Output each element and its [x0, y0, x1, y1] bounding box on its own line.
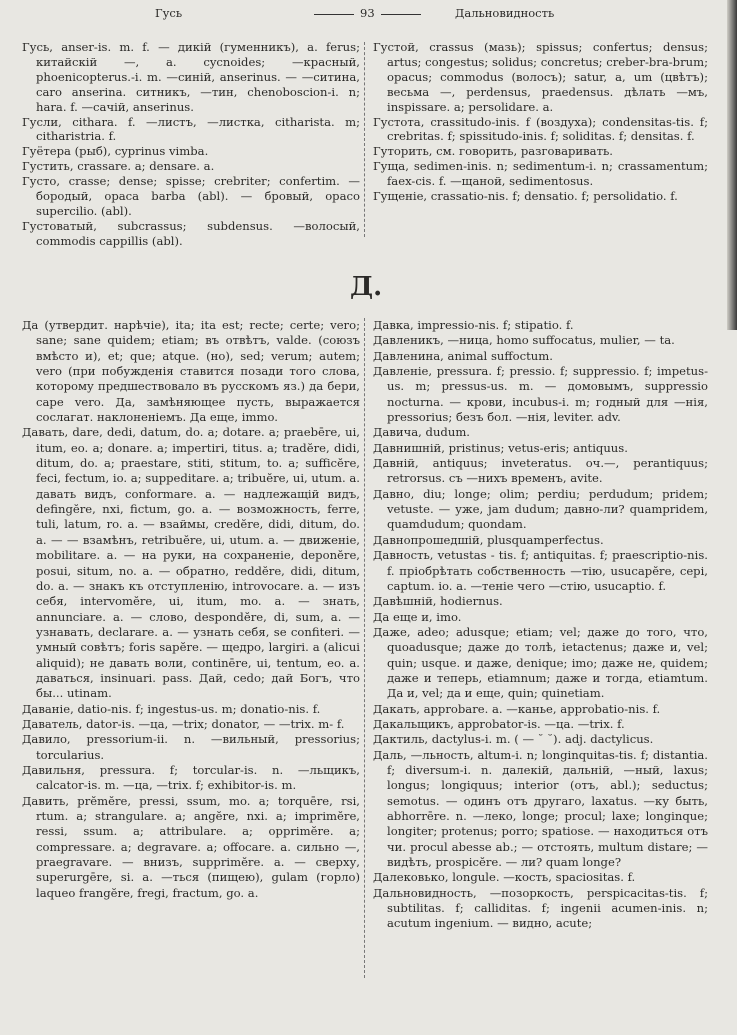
dictionary-entry: Давно, diu; longe; olim; perdiu; perdudum; pridem; vetuste. — уже, jam dudum; давно-ли? quampridem, quamdudum; quondam.: [373, 486, 708, 532]
dictionary-entry: Давать, dare, dedi, datum, do. a; dotare. a; praebēre, ui, itum, eo. a; donare. a; impertiri, titus. a; tradĕre, didi, ditum, do. a; praestare, stiti, stitum, to. a; sufficĕre, feci, fectum, io. a; suppeditare. a; tribuĕre, ui, utum. a. давать видъ, conformare. a. — надлежащій видъ, defingĕre, nxi, fictum, go. a. — возможность, ferre, tuli, latum, ro. a. — взаймы, credĕre, didi, ditum, do. a. — — взамѣнъ, retribuĕre, ui, utum. a. — движеніе, mobilitare. a. — на руки, на сохраненіе, deponĕre, posui, situm, no. a. — обратно, reddĕre, didi, ditum, do. a. — знакъ къ отступленію, introvocare. a. — изъ себя, intervomĕre, ui, itum, mo. a. — знать, annunciare. a. — слово, despondĕre, di, sum, a. — узнавать, declarare. a. — узнать себя, se confiteri. — умный совѣтъ; foris sapĕre. — щедро, largiri. a (alicui aliquid); не давать воли, continēre, ui, tentum, eo. a. даваться, insinuari. pass. Дай, cedo; дай Богъ, что бы... utinam.: [22, 425, 360, 701]
page-number-text: 93: [360, 6, 375, 20]
bottom-right-column: [373, 318, 708, 932]
dictionary-entry: Густо, crasse; dense; spisse; crebriter; confertim. —бородый, opaca barba (abl). — бровый, opaco supercilio. (abl).: [22, 174, 360, 218]
dictionary-entry: Гусь, anser-is. m. f. — дикій (гуменникъ), a. ferus; китайскій —, a. cycnoides; —красный, phoenicopterus.-i. m. —синій, anserinus. — —ситина, caro anserina. ситникъ, —тин, chenoboscion-i. n; hara. f. —сачій, anserinus.: [22, 40, 360, 114]
dictionary-entry: Давича, dudum.: [373, 425, 470, 440]
running-head-right: Дальновидность: [455, 6, 555, 20]
dictionary-entry: Гуётера (рыб), cyprinus vimba.: [22, 144, 209, 159]
dictionary-entry: Давнишній, pristinus; vetus-eris; antiquus.: [373, 440, 628, 455]
dictionary-entry: Густой, crassus (мазь); spissus; confertus; densus; artus; congestus; solidus; concretus; creber-bra-brum; opacus; commodus (волосъ); satur, a, um (цвѣтъ); весьма —, perdensus, praedensus. дѣлать —мъ, inspissare. a; persolidare. a.: [373, 40, 709, 114]
dictionary-entry: Давильня, pressura. f; torcular-is. n. —льщикъ, calcator-is. m. —ца, —trix. f; exhibitor-is. m.: [22, 762, 360, 793]
dictionary-entry: Давѣшній, hodiernus.: [373, 594, 503, 609]
column-divider-top: [364, 42, 365, 237]
dictionary-entry: Давленина, animal suffoctum.: [373, 348, 553, 363]
dictionary-entry: Даватель, dator-is. —ца, —trix; donator, — —trix. m- f.: [22, 716, 345, 731]
dictionary-entry: Даль, —льность, altum-i. n; longinquitas-tis. f; distantia. f; diversum-i. n. далекій, дальній, —ный, laxus; longus; longiquus; interior (отъ, abl.); seductus; semotus. — одинъ отъ другаго, laxatus. —ку быть, abhorrēre. n. —леко, longe; procul; laxe; longinque; longiter; protenus; porro; spatiose. — находиться отъ чи. procul abesse ab.; — отстоять, multum distare; — видѣть, prospicĕre. — ли? quam longe?: [373, 747, 708, 870]
dictionary-entry: Давка, impressio-nis. f; stipatio. f.: [373, 318, 574, 332]
dictionary-entry: Давить, prĕmĕre, pressi, ssum, mo. a; torquēre, rsi, rtum. a; strangulare. a; angĕre, nxi. a; imprimĕre, ressi, ssum. a; attribulare. a; opprimĕre. a; compressare. a; degravare. a; offocare. a. сильно —, praegravare. — внизъ, supprimĕre. a. — сверху, superurgēre, si. a. —ться (пищею), gulam (горло) laqueo frangĕre, fregi, fractum, go. a.: [22, 793, 360, 900]
top-right-column: [373, 40, 708, 204]
dictionary-entry: Густоватый, subcrassus; subdensus. —волосый, commodis cappillis (abl).: [22, 218, 360, 248]
dictionary-entry: Гусли, cithara. f. —листъ, —листка, citharista. m; citharistria. f.: [22, 114, 360, 144]
rule-right: [381, 14, 421, 15]
dictionary-entry: Давній, antiquus; inveteratus. оч.—, perantiquus; retrorsus. съ —нихъ временъ, avite.: [373, 456, 708, 486]
dictionary-entry: Да (утвердит. нарѣчіе), ita; ita est; recte; certe; vero; sane; sane quidem; etiam; въ отвѣтъ, valde. (союзъ вмѣсто и), et; que; atque. (но), sed; verum; autem; vero (при побужденія ставится позади того слова, которому предшествовало въ русскомъ яз.) да бери, cape vero. Да, замѣняющее пусть, выражается сослагат. наклоненіемъ. Да еще, immo.: [22, 318, 360, 425]
dictionary-entry: Дакальщикъ, approbator-is. —ца. —trix. f.: [373, 716, 625, 731]
bottom-left-column: [22, 318, 360, 901]
dictionary-entry: Гущеніе, crassatio-nis. f; densatio. f; persolidatio. f.: [373, 189, 678, 204]
dictionary-entry: Даже, adeo; adusque; etiam; vel; даже до того, что, quoadusque; даже до толѣ, ietactenus; даже и, vel; quin; usque. и даже, denique; imo; даже не, quidem; даже и теперь, etiamnum; даже и тогда, etiamtum. Да и, vel; да и еще, quin; quinetiam.: [373, 624, 708, 701]
dictionary-entry: Дактиль, dactylus-i. m. ( — ˘ ˘). adj. dactylicus.: [373, 732, 654, 747]
page-number: [308, 6, 427, 20]
dictionary-entry: Давленіе, pressura. f; pressio. f; suppressio. f; impetus-us. m; pressus-us. m. — домовымъ, suppressio nocturna. — крови, incubus-i. m; годный для —нія, pressorius; безъ бол. —нія, leviter. adv.: [373, 364, 708, 425]
dictionary-entry: Даваніе, datio-nis. f; ingestus-us. m; donatio-nis. f.: [22, 701, 321, 716]
dictionary-entry: Густота, crassitudo-inis. f (воздуха); condensitas-tis. f; crebritas. f; spissitudo-inis. f; soliditas. f; densitas. f.: [373, 114, 708, 144]
page-edge-shadow: [727, 0, 737, 330]
top-left-column: [22, 40, 360, 249]
dictionary-entry: Густить, crassare. a; densare. a.: [22, 159, 215, 174]
section-letter: Д.: [350, 272, 383, 302]
dictionary-entry: Давило, pressorium-ii. n. —вильный, pressorius; torcularius.: [22, 732, 360, 762]
running-head-left: Гусь: [155, 6, 183, 20]
dictionary-entry: Гуща, sedimen-inis. n; sedimentum-i. n; crassamentum; faex-cis. f. —щаной, sedimentosus.: [373, 159, 708, 189]
rule-left: [314, 14, 354, 15]
column-divider-bottom: [364, 318, 365, 978]
dictionary-entry: Давность, vetustas - tis. f; antiquitas. f; praescriptio-nis. f. пріобрѣтать собственность —тію, usucapĕre, cepi, captum. io. a. —теніе чего —стію, usucaptio. f.: [373, 548, 708, 593]
dictionary-entry: Далековько, longule. —кость, spaciositas. f.: [373, 870, 636, 885]
dictionary-entry: Давленикъ, —ница, homo suffocatus, mulier, — ta.: [373, 333, 675, 348]
dictionary-entry: Давнопрошедшій, plusquamperfectus.: [373, 532, 604, 547]
dictionary-entry: Гуторить, см. говорить, разговаривать.: [373, 144, 613, 159]
dictionary-entry: Дальновидность, —позоркость, perspicacitas-tis. f; subtilitas. f; calliditas. f; ingenii acumen-inis. n; acutum ingenium. — видно, acute;: [373, 885, 708, 931]
dictionary-entry: Да еще и, imo.: [373, 609, 462, 624]
dictionary-entry: Дакать, approbare. a. —канье, approbatio-nis. f.: [373, 701, 661, 716]
